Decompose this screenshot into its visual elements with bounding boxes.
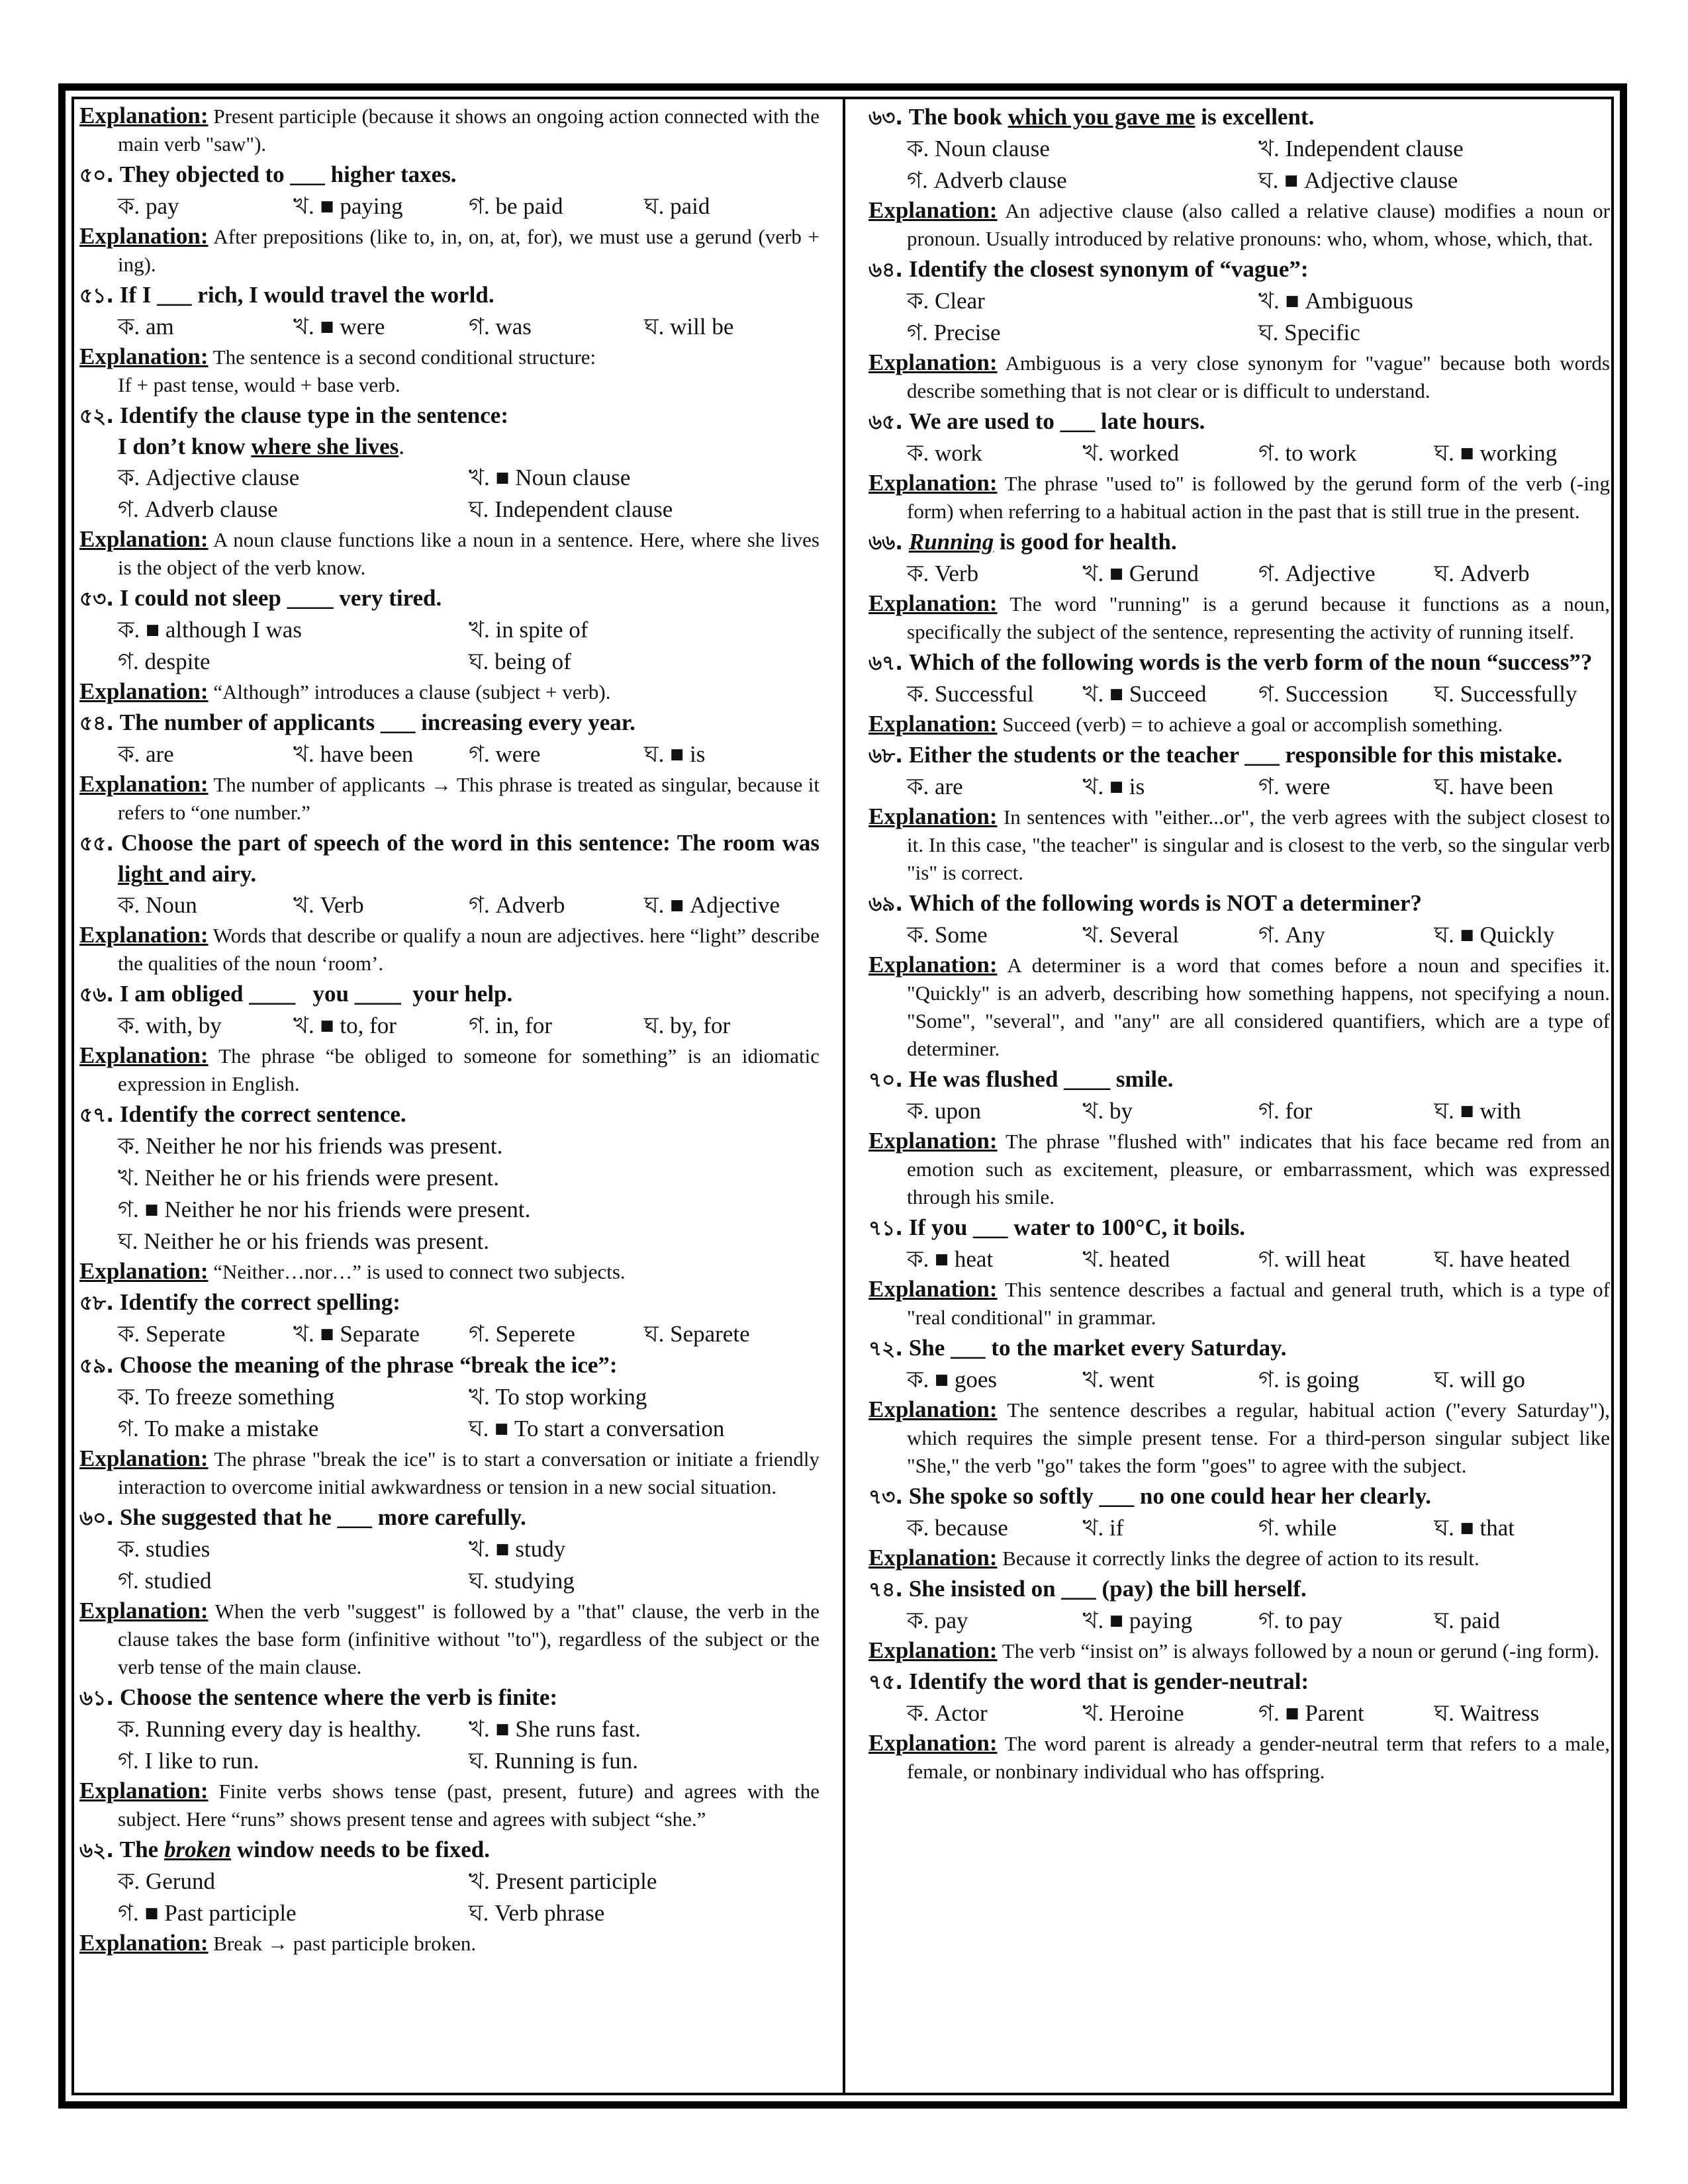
options-53	[79, 614, 820, 678]
option[interactable]: গ. To make a mistake	[118, 1416, 319, 1441]
options-58	[79, 1318, 820, 1350]
option[interactable]: ঘ. have heated	[1434, 1246, 1570, 1272]
option[interactable]: ঘ. Running is fun.	[469, 1748, 638, 1774]
option[interactable]: গ. were	[1258, 774, 1331, 799]
explanation-50: Explanation: After prepositions (like to, in, on, at, for), we must use a gerund (verb + ing).	[79, 223, 820, 276]
option-correct[interactable]: ঘ. ■ working	[1434, 440, 1558, 466]
question-51: ৫১. If I ___ rich, I would travel the world.	[79, 282, 494, 308]
option-correct[interactable]: খ. ■ Ambiguous	[1258, 288, 1413, 314]
question-53: ৫৩. I could not sleep ____ very tired.	[79, 585, 442, 611]
options-56	[79, 1010, 820, 1042]
option[interactable]: খ. To stop working	[469, 1384, 647, 1410]
option[interactable]: খ. went	[1082, 1367, 1155, 1392]
question-58: ৫৮. Identify the correct spelling:	[79, 1289, 400, 1315]
explanation-63: Explanation: An adjective clause (also called a relative clause) modifies a noun or pronoun. Usually introduced by relative pronouns: who, whom, whose, which, that.	[868, 197, 1610, 250]
option[interactable]: ক. Successful	[907, 681, 1034, 707]
explanation-73: Explanation: Because it correctly links the degree of action to its result.	[868, 1545, 1479, 1570]
explanation-65: Explanation: The phrase "used to" is followed by the gerund form of the verb (-ing form) when referring to a habitual action in the past that is still true in the present.	[868, 470, 1610, 523]
option[interactable]: ক. To freeze something	[118, 1384, 335, 1410]
option[interactable]: গ. in, for	[469, 1013, 552, 1038]
option[interactable]: খ. have been	[293, 741, 414, 767]
option[interactable]: ঘ. Neither he or his friends was present.	[118, 1228, 490, 1254]
option-correct[interactable]: ঘ. ■ Adjective clause	[1258, 167, 1458, 193]
options-64	[868, 285, 1610, 349]
option[interactable]: ক. are	[907, 774, 963, 799]
option-correct[interactable]: ক. ■ goes	[907, 1367, 998, 1392]
question-54: ৫৪. The number of applicants ___ increasing every year.	[79, 709, 635, 735]
option[interactable]: গ. will heat	[1258, 1246, 1366, 1272]
options-68	[868, 771, 1610, 803]
options-70	[868, 1095, 1610, 1127]
options-52	[79, 462, 820, 525]
option[interactable]: খ. Several	[1082, 922, 1179, 948]
option[interactable]: গ. to pay	[1258, 1608, 1342, 1633]
options-75	[868, 1698, 1610, 1729]
option[interactable]: ঘ. studying	[469, 1568, 575, 1594]
options-63	[868, 133, 1610, 197]
explanation-67: Explanation: Succeed (verb) = to achieve a goal or accomplish something.	[868, 711, 1503, 737]
question-71: ৭১. If you ___ water to 100°C, it boils.	[868, 1214, 1246, 1240]
options-60	[79, 1533, 820, 1597]
option[interactable]: ক. pay	[118, 193, 179, 219]
option[interactable]: খ. if	[1082, 1515, 1124, 1541]
question-61: ৬১. Choose the sentence where the verb is finite:	[79, 1684, 558, 1710]
option-correct[interactable]: ঘ. ■ is	[644, 741, 706, 767]
question-57: ৫৭. Identify the correct sentence.	[79, 1101, 406, 1127]
option[interactable]: গ. despite	[118, 649, 211, 674]
option[interactable]: ঘ. Adverb	[1434, 561, 1530, 586]
explanation-52: Explanation: A noun clause functions like a noun in a sentence. Here, where she lives is the object of the verb know.	[79, 526, 820, 579]
explanation-72: Explanation: The sentence describes a regular, habitual action ("every Saturday"), which requires the simple present tense. For a third-person singular subject like "She," the verb "go" takes the form "goes" to agree with the subject.	[868, 1396, 1610, 1477]
question-52: ৫২. Identify the clause type in the sentence: I don’t know where she lives.	[79, 402, 508, 459]
option[interactable]: গ. studied	[118, 1568, 212, 1594]
option[interactable]: ক. Neither he nor his friends was present.	[118, 1133, 503, 1159]
option[interactable]: ক. Clear	[907, 288, 985, 314]
option[interactable]: ক. Gerund	[118, 1868, 215, 1894]
option[interactable]: ক. Running every day is healthy.	[118, 1716, 422, 1742]
explanation-62: Explanation: Break → past participle broken.	[79, 1930, 477, 1956]
options-50	[79, 191, 820, 222]
explanation-69: Explanation: A determiner is a word that comes before a noun and specifies it. "Quickly" is an adverb, describing how something happens, not specifying a noun. "Some", "several", and "any" are all considered quantifiers, which are a type of determiner.	[868, 952, 1610, 1060]
question-60: ৬০. She suggested that he ___ more carefully.	[79, 1504, 526, 1530]
option[interactable]: ঘ. Verb phrase	[469, 1900, 605, 1926]
options-59	[79, 1381, 820, 1445]
question-66: ৬৬. Running is good for health.	[868, 529, 1177, 555]
options-62	[79, 1866, 820, 1929]
column-divider	[843, 97, 845, 2095]
option[interactable]: ক. Verb	[907, 561, 979, 586]
option-correct[interactable]: খ. ■ paying	[1082, 1608, 1193, 1633]
option[interactable]: খ. Heroine	[1082, 1700, 1184, 1726]
option-correct[interactable]: খ. ■ Gerund	[1082, 561, 1199, 586]
option[interactable]: গ. for	[1258, 1098, 1313, 1124]
option[interactable]: খ. Neither he or his friends were present.	[118, 1165, 499, 1191]
option-correct[interactable]: খ. ■ She runs fast.	[469, 1716, 641, 1742]
option[interactable]: ক. upon	[907, 1098, 981, 1124]
question-69: ৬৯. Which of the following words is NOT a determiner?	[868, 890, 1422, 916]
question-50: ৫০. They objected to ___ higher taxes.	[79, 161, 457, 187]
option-correct[interactable]: খ. ■ Succeed	[1082, 681, 1207, 707]
option-correct[interactable]: ঘ. ■ with	[1434, 1098, 1521, 1124]
option[interactable]: খ. in spite of	[469, 617, 588, 643]
option-correct[interactable]: ক. ■ although I was	[118, 617, 302, 643]
question-59: ৫৯. Choose the meaning of the phrase “break the ice”:	[79, 1352, 618, 1378]
explanation-71: Explanation: This sentence describes a factual and general truth, which is a type of "real conditional" in grammar.	[868, 1276, 1610, 1329]
option[interactable]: ক. Some	[907, 922, 988, 948]
option-correct[interactable]: গ. ■ Past participle	[118, 1900, 297, 1926]
option[interactable]: ঘ. Independent clause	[469, 496, 673, 522]
question-74: ৭৪. She insisted on ___ (pay) the bill herself.	[868, 1576, 1307, 1602]
option[interactable]: ঘ. paid	[1434, 1608, 1500, 1633]
option-correct[interactable]: ক. ■ heat	[907, 1246, 994, 1272]
explanation-49: Explanation: Present participle (because it shows an ongoing action connected with the main verb "saw").	[79, 103, 820, 156]
question-67: ৬৭. Which of the following words is the verb form of the noun “success”?	[868, 649, 1593, 675]
option[interactable]: ক. Actor	[907, 1700, 988, 1726]
option[interactable]: ঘ. will be	[644, 314, 734, 340]
option[interactable]: গ. Succession	[1258, 681, 1388, 707]
options-71	[868, 1244, 1610, 1275]
option[interactable]: ক. Seperate	[118, 1321, 226, 1347]
question-56: ৫৬. I am obliged ____ you ____ your help.	[79, 981, 513, 1007]
option[interactable]: গ. is going	[1258, 1367, 1360, 1392]
option[interactable]: গ. to work	[1258, 440, 1357, 466]
question-62: ৬২. The broken window needs to be fixed.	[79, 1837, 490, 1862]
option[interactable]: ঘ. will go	[1434, 1367, 1525, 1392]
explanation-60: Explanation: When the verb "suggest" is followed by a "that" clause, the verb in the clause takes the base form (infinitive without "to"), regardless of the subject or the verb tense of the main clause.	[79, 1598, 820, 1678]
option-correct[interactable]: ঘ. ■ Quickly	[1434, 922, 1555, 948]
options-66	[868, 558, 1610, 590]
option-correct[interactable]: খ. ■ to, for	[293, 1013, 397, 1038]
options-73	[868, 1512, 1610, 1544]
explanation-51: Explanation: The sentence is a second conditional structure: If + past tense, would + base verb.	[79, 343, 596, 396]
option[interactable]: গ. Adverb clause	[907, 167, 1067, 193]
question-63: ৬৩. The book which you gave me is excellent.	[868, 104, 1315, 130]
option[interactable]: গ. Seperete	[469, 1321, 575, 1347]
options-69	[868, 919, 1610, 951]
option[interactable]: গ. Adjective	[1258, 561, 1376, 586]
option[interactable]: ক. Noun clause	[907, 136, 1050, 161]
question-75: ৭৫. Identify the word that is gender-neutral:	[868, 1668, 1309, 1694]
option[interactable]: ঘ. Successfully	[1434, 681, 1577, 707]
option-correct[interactable]: গ. ■ Neither he nor his friends were present.	[118, 1197, 531, 1222]
options-51	[79, 311, 820, 343]
question-68: ৬৮. Either the students or the teacher ___ responsible for this mistake.	[868, 742, 1563, 768]
option[interactable]: খ. Verb	[293, 892, 364, 918]
option[interactable]: ক. studies	[118, 1536, 211, 1562]
explanation-75: Explanation: The word parent is already a gender-neutral term that refers to a male, female, or nonbinary individual who has offspring.	[868, 1730, 1610, 1783]
explanation-59: Explanation: The phrase "break the ice" is to start a conversation or initiate a friendly interaction to overcome initial awkwardness or tension in a new social situation.	[79, 1445, 820, 1498]
explanation-54: Explanation: The number of applicants → This phrase is treated as singular, because it refers to “one number.”	[79, 771, 820, 824]
option[interactable]: গ. while	[1258, 1515, 1337, 1541]
options-72	[868, 1364, 1610, 1396]
explanation-57: Explanation: “Neither…nor…” is used to connect two subjects.	[79, 1258, 626, 1284]
option-correct[interactable]: খ. ■ Noun clause	[469, 465, 631, 490]
option-correct[interactable]: খ. ■ Separate	[293, 1321, 420, 1347]
left-column	[79, 102, 820, 1959]
option[interactable]: ঘ. Separete	[644, 1321, 750, 1347]
option[interactable]: খ. heated	[1082, 1246, 1170, 1272]
option-correct[interactable]: খ. ■ is	[1082, 774, 1145, 799]
option-correct[interactable]: ঘ. ■ that	[1434, 1515, 1515, 1541]
question-65: ৬৫. We are used to ___ late hours.	[868, 408, 1205, 434]
option[interactable]: গ. I like to run.	[118, 1748, 259, 1774]
explanation-61: Explanation: Finite verbs shows tense (past, present, future) and agrees with the subject. Here “runs” shows present tense and agrees with subject “she.”	[79, 1778, 820, 1831]
option[interactable]: গ. Any	[1258, 922, 1325, 948]
option[interactable]: গ. were	[469, 741, 541, 767]
question-72: ৭২. She ___ to the market every Saturday.	[868, 1335, 1287, 1361]
options-61	[79, 1713, 820, 1777]
option[interactable]: ক. Adjective clause	[118, 465, 300, 490]
option-correct[interactable]: ঘ. ■ To start a conversation	[469, 1416, 725, 1441]
question-55: ৫৫. Choose the part of speech of the word in this sentence: The room was light and airy.	[79, 830, 820, 887]
option[interactable]: গ. be paid	[469, 193, 563, 219]
option[interactable]: ক. Noun	[118, 892, 197, 918]
option[interactable]: গ. Adverb	[469, 892, 565, 918]
option[interactable]: ক. are	[118, 741, 174, 767]
option[interactable]: ঘ. being of	[469, 649, 571, 674]
question-73: ৭৩. She spoke so softly ___ no one could hear her clearly.	[868, 1483, 1432, 1509]
option-correct[interactable]: খ. ■ study	[469, 1536, 566, 1562]
option[interactable]: ক. with, by	[118, 1013, 222, 1038]
option[interactable]: ক. work	[907, 440, 982, 466]
option[interactable]: গ. was	[469, 314, 532, 340]
options-54	[79, 739, 820, 770]
options-55	[79, 889, 820, 921]
options-74	[868, 1605, 1610, 1637]
explanation-53: Explanation: “Although” introduces a clause (subject + verb).	[79, 678, 611, 704]
explanation-74: Explanation: The verb “insist on” is always followed by a noun or gerund (-ing form).	[868, 1637, 1599, 1663]
option[interactable]: গ. Adverb clause	[118, 496, 278, 522]
option[interactable]: ঘ. Specific	[1258, 320, 1360, 345]
option[interactable]: খ. Independent clause	[1258, 136, 1464, 161]
option[interactable]: ক. because	[907, 1515, 1008, 1541]
explanation-70: Explanation: The phrase "flushed with" indicates that his face became red from an emotion such as excitement, pleasure, or embarrassment, which was expressed through his smile.	[868, 1128, 1610, 1208]
question-64: ৬৪. Identify the closest synonym of “vague”:	[868, 256, 1309, 282]
explanation-66: Explanation: The word "running" is a gerund because it functions as a noun, specifically the subject of the sentence, representing the activity of running itself.	[868, 590, 1610, 643]
option-correct[interactable]: ঘ. ■ Adjective	[644, 892, 780, 918]
right-column	[868, 102, 1610, 1787]
option-correct[interactable]: গ. ■ Parent	[1258, 1700, 1364, 1726]
option[interactable]: ঘ. paid	[644, 193, 710, 219]
option[interactable]: খ. Present participle	[469, 1868, 657, 1894]
option[interactable]: ক. pay	[907, 1608, 968, 1633]
options-57	[79, 1130, 820, 1257]
explanation-68: Explanation: In sentences with "either...or", the verb agrees with the subject closest to it. In this case, "the teacher" is singular and is closest to the verb, so the singular verb "is" is correct.	[868, 803, 1610, 884]
explanation-56: Explanation: The phrase “be obliged to someone for something” is an idiomatic expression in English.	[79, 1042, 820, 1095]
option[interactable]: খ. worked	[1082, 440, 1179, 466]
option-correct[interactable]: খ. ■ were	[293, 314, 385, 340]
option[interactable]: ঘ. have been	[1434, 774, 1554, 799]
explanation-64: Explanation: Ambiguous is a very close synonym for "vague" because both words describe something that is not clear or is difficult to understand.	[868, 349, 1610, 402]
options-65	[868, 437, 1610, 469]
explanation-55: Explanation: Words that describe or qualify a noun are adjectives. here “light” describe the qualities of the noun ‘room’.	[79, 922, 820, 975]
option[interactable]: ঘ. by, for	[644, 1013, 731, 1038]
option[interactable]: ঘ. Waitress	[1434, 1700, 1540, 1726]
option[interactable]: গ. Precise	[907, 320, 1001, 345]
options-67	[868, 678, 1610, 710]
option[interactable]: খ. by	[1082, 1098, 1133, 1124]
option-correct[interactable]: খ. ■ paying	[293, 193, 403, 219]
question-70: ৭০. He was flushed ____ smile.	[868, 1066, 1174, 1092]
option[interactable]: ক. am	[118, 314, 174, 340]
